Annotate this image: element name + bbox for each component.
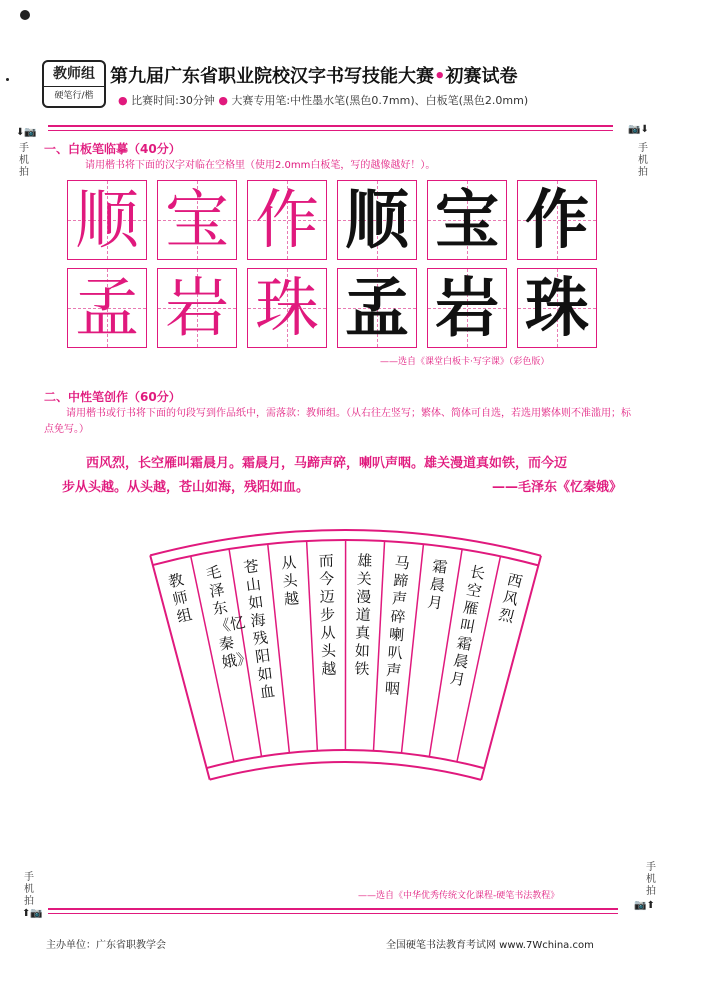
fan-segment-text: 长空雁叫霜晨月 <box>448 562 487 690</box>
written-char: 岩 <box>435 271 499 346</box>
camera-icon: 📷 <box>30 908 43 919</box>
arrow-up-icon: ⬆ <box>22 908 31 919</box>
phone-capture-label-left-top: 手 机 拍 <box>19 143 29 178</box>
footer-source: ——选自《中华优秀传统文化课程-硬笔书法教程》 <box>358 891 560 901</box>
section1-instruction: 请用楷书将下面的汉字对临在空格里（使用2.0mm白板笔，写的越像越好！）。 <box>85 160 436 171</box>
footer-rule-bottom <box>48 913 618 914</box>
camera-marker-bottom-right <box>634 900 655 911</box>
fan-divider <box>307 541 318 751</box>
arrow-down-icon: ⬇ <box>16 127 25 138</box>
written-char: 宝 <box>435 183 499 258</box>
phone-capture-label-right-bottom: 手 机 拍 <box>646 862 656 897</box>
phone-capture-label-left-bottom: 手 机 拍 <box>24 872 34 907</box>
poem-author: ——毛泽东《忆秦娥》 <box>491 480 622 495</box>
fan-segment-text: 雄关漫道真如铁 <box>353 552 373 679</box>
fan-segment-text: 从头越 <box>280 553 300 609</box>
written-char: 孟 <box>345 271 409 346</box>
model-char: 岩 <box>165 272 229 346</box>
arrow-down-icon: ⬇ <box>640 124 649 135</box>
camera-icon: 📷 <box>24 127 37 138</box>
fan-segment-text: 马蹄声碎喇叭声咽 <box>384 553 411 699</box>
fan-arc <box>210 762 481 780</box>
camera-icon: 📷 <box>634 900 647 911</box>
written-char: 作 <box>525 183 589 258</box>
model-char: 宝 <box>165 184 229 258</box>
fan-arc <box>207 750 485 768</box>
bullet-icon: ● <box>118 94 132 107</box>
title-main: 第九届广东省职业院校汉字书写技能大赛 <box>110 66 434 87</box>
section1-source: ——选自《课堂白板卡·写字课》（彩色版） <box>380 357 550 367</box>
exam-duration: 比赛时间:30分钟 <box>131 94 215 107</box>
model-char: 珠 <box>255 272 319 346</box>
fan-segment-text: 霜晨月 <box>426 557 449 613</box>
poem-line-2-text: 步从头越。从头越，苍山如海，残阳如血。 <box>62 480 310 495</box>
model-char: 作 <box>255 184 319 258</box>
footer-rule-top <box>48 908 618 910</box>
website: 全国硬笔书法教育考试网 www.7Wchina.com <box>386 940 594 951</box>
badge-group-label: 教师组 <box>44 62 104 87</box>
section2-instruction: 请用楷书或行书将下面的句段写到作品纸中，需落款：教师组。（从右往左竖写；繁体、简体可自选，若选用繁体则不准滥用；标点免写。） <box>44 408 631 435</box>
badge-style-label: 硬笔行/楷 <box>54 91 94 101</box>
phone-capture-label-right-top: 手 机 拍 <box>638 143 648 178</box>
section1-heading: 一、白板笔临摹（40分） <box>44 142 181 156</box>
fan-segment-text: 教师组 <box>167 570 195 627</box>
poem-line-1: 西风烈，长空雁叫霜晨月。霜晨月，马蹄声碎，喇叭声咽。雄关漫道真如铁，而今迈 <box>86 456 568 471</box>
camera-marker-bottom-left <box>22 908 43 919</box>
camera-icon: 📷 <box>628 124 641 135</box>
fan-segment-text: 苍山如海残阳如血 <box>242 557 276 702</box>
fan-segment-text: 西风烈 <box>496 570 524 627</box>
organizer: 主办单位：广东省职教学会 <box>46 940 166 951</box>
model-char: 孟 <box>75 272 139 346</box>
fan-segment-text: 毛泽东《忆秦娥》 <box>204 562 254 672</box>
bullet-icon: ● <box>218 94 232 107</box>
arrow-up-icon: ⬆ <box>646 900 655 911</box>
written-char: 顺 <box>345 183 409 258</box>
exam-pens: 大赛专用笔:中性墨水笔(黑色0.7mm)、白板笔(黑色2.0mm) <box>231 94 529 107</box>
title-dot: • <box>434 66 446 87</box>
fan-divider <box>373 541 384 751</box>
fan-segment-text: 而今迈步从头越 <box>318 552 338 679</box>
model-char: 顺 <box>75 184 139 258</box>
title-suffix: 初赛试卷 <box>445 66 518 87</box>
section2-heading: 二、中性笔创作（60分） <box>44 390 181 404</box>
written-char: 珠 <box>525 271 589 346</box>
